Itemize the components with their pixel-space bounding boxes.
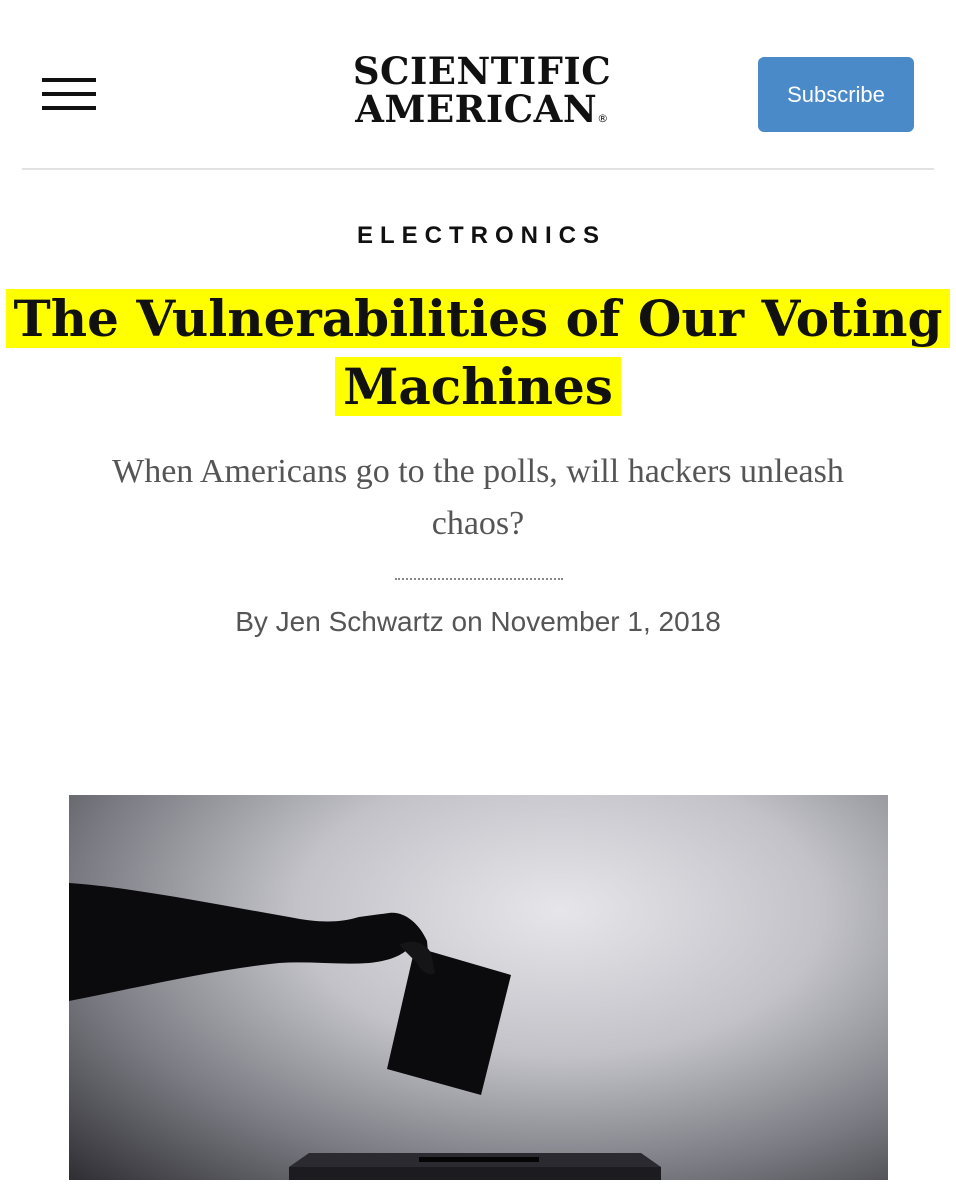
article-title: [0, 285, 956, 421]
article-byline: By Jen Schwartz on November 1, 2018: [235, 606, 721, 637]
hamburger-menu-icon[interactable]: [42, 72, 98, 116]
article-category[interactable]: ELECTRONICS: [356, 222, 606, 249]
article-subtitle: When Americans go to the polls, will hackers unleash chaos?: [112, 453, 844, 542]
menu-bar: [42, 78, 96, 82]
site-logo[interactable]: [312, 49, 652, 138]
ballot-slot: [419, 1157, 539, 1162]
logo-line-2-text: AMERICAN: [355, 87, 598, 131]
arm-silhouette: [69, 883, 429, 1001]
menu-bar: [42, 106, 96, 110]
subscribe-button[interactable]: Subscribe: [758, 57, 914, 132]
dotted-divider: [395, 578, 563, 580]
ballot-box: [289, 1167, 661, 1180]
menu-bar: [42, 92, 96, 96]
site-header: [22, 0, 934, 170]
hero-image: [69, 795, 888, 1180]
logo-line-1: SCIENTIFIC: [352, 49, 612, 93]
ballot-card: [387, 947, 511, 1095]
article-title-text: The Vulnerabilities of Our Voting Machines: [6, 289, 951, 416]
registered-mark: ®: [597, 112, 609, 125]
logo-line-2: [312, 87, 652, 138]
ballot-box-silhouette: [69, 795, 888, 1180]
